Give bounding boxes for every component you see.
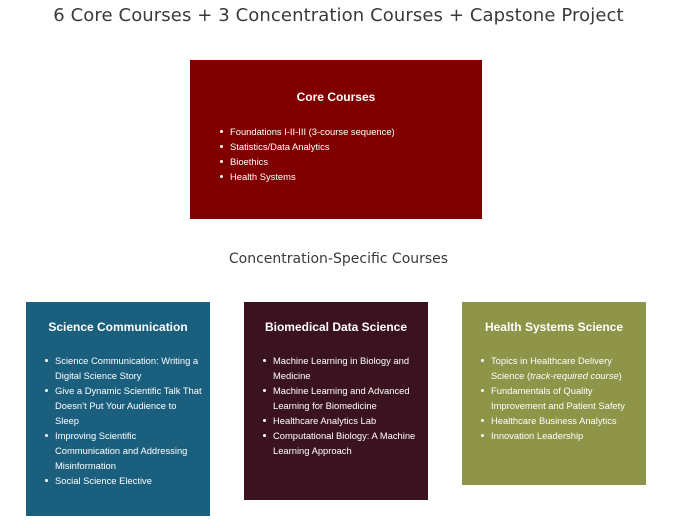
concentration-heading: Concentration-Specific Courses [228,251,449,267]
core-course-item: Bioethics [219,154,482,169]
concentration-course-item: Give a Dynamic Scientific Talk That Doesn’t Put Your Audience to Sleep [44,383,202,428]
core-course-item: Health Systems [219,169,482,184]
core-courses-title: Core Courses [296,90,376,104]
concentration-course-item: Innovation Leadership [480,428,638,443]
concentration-title: Health Systems Science [484,320,624,334]
concentration-course-item: Topics in Healthcare Delivery Science (track-required course) [480,353,638,383]
track-required-note: track-required course [530,370,619,381]
concentration-course-item: Improving Scientific Communication and Addressing Misinformation [44,428,202,473]
core-courses-box [190,60,482,219]
biomedical-data-science-box [244,302,428,500]
concentration-course-item: Computational Biology: A Machine Learning Approach [262,428,420,458]
concentration-title: Biomedical Data Science [264,320,408,334]
concentration-course-list [262,353,420,458]
concentration-course-item: Science Communication: Writing a Digital Science Story [44,353,202,383]
concentration-course-list [480,353,638,443]
health-systems-science-box [462,302,646,485]
concentration-course-item: Fundamentals of Quality Improvement and Patient Safety [480,383,638,413]
science-communication-box [26,302,210,516]
concentration-title: Science Communication [48,320,188,334]
core-courses-list [219,124,482,184]
concentration-course-item: Healthcare Business Analytics [480,413,638,428]
concentration-course-list [44,353,202,488]
page-title: 6 Core Courses + 3 Concentration Courses + Capstone Project [53,5,624,26]
core-course-item: Statistics/Data Analytics [219,139,482,154]
course-name: Topics in Healthcare Delivery Science [491,355,612,381]
concentration-course-item: Machine Learning in Biology and Medicine [262,353,420,383]
concentration-course-item: Social Science Elective [44,473,202,488]
core-course-item: Foundations I-II-III (3-course sequence) [219,124,482,139]
concentration-course-item: Machine Learning and Advanced Learning for Biomedicine [262,383,420,413]
concentration-course-item: Healthcare Analytics Lab [262,413,420,428]
